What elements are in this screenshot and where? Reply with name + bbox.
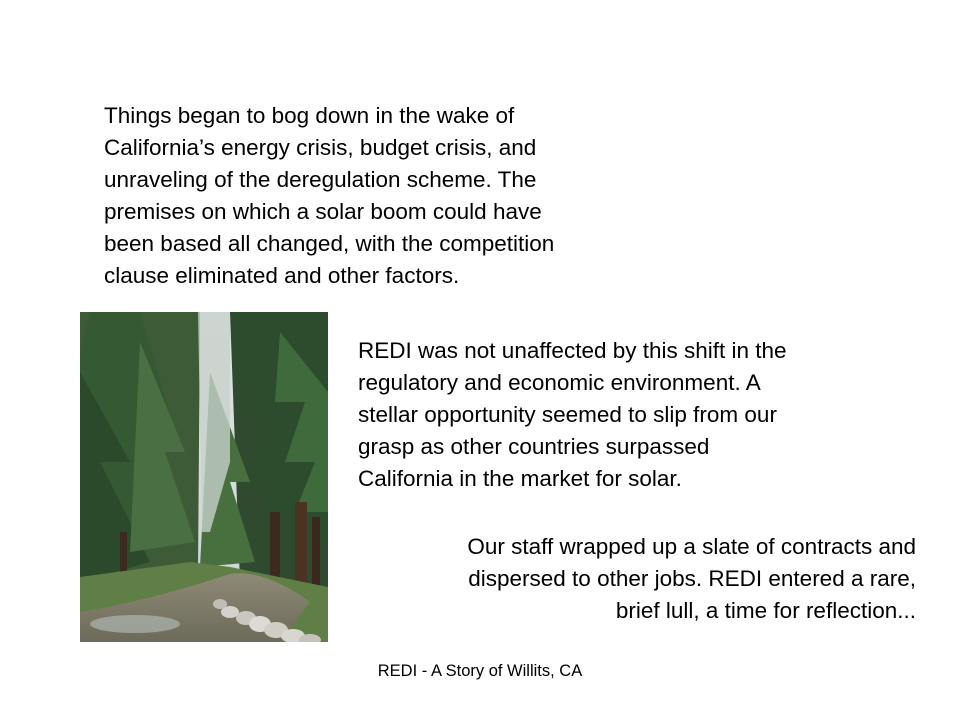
paragraph-redi-shift: REDI was not unaffected by this shift in the regulatory and economic environment. A stellar opportunity seemed to slip from our grasp as other countries surpassed California in the market for solar. (358, 338, 787, 491)
paragraph-energy-crisis: Things began to bog down in the wake of California’s energy crisis, budget crisis, and unraveling of the deregulation scheme. The premises on which a solar boom could have been based all changed, with the competition clause eliminated and other factors. (104, 103, 555, 288)
paragraph-staff-lull: Our staff wrapped up a slate of contracts and dispersed to other jobs. REDI entered a rare, brief lull, a time for reflection... (467, 534, 916, 623)
forest-road-photo (80, 312, 328, 642)
slide-footer: REDI - A Story of Willits, CA (377, 662, 583, 680)
